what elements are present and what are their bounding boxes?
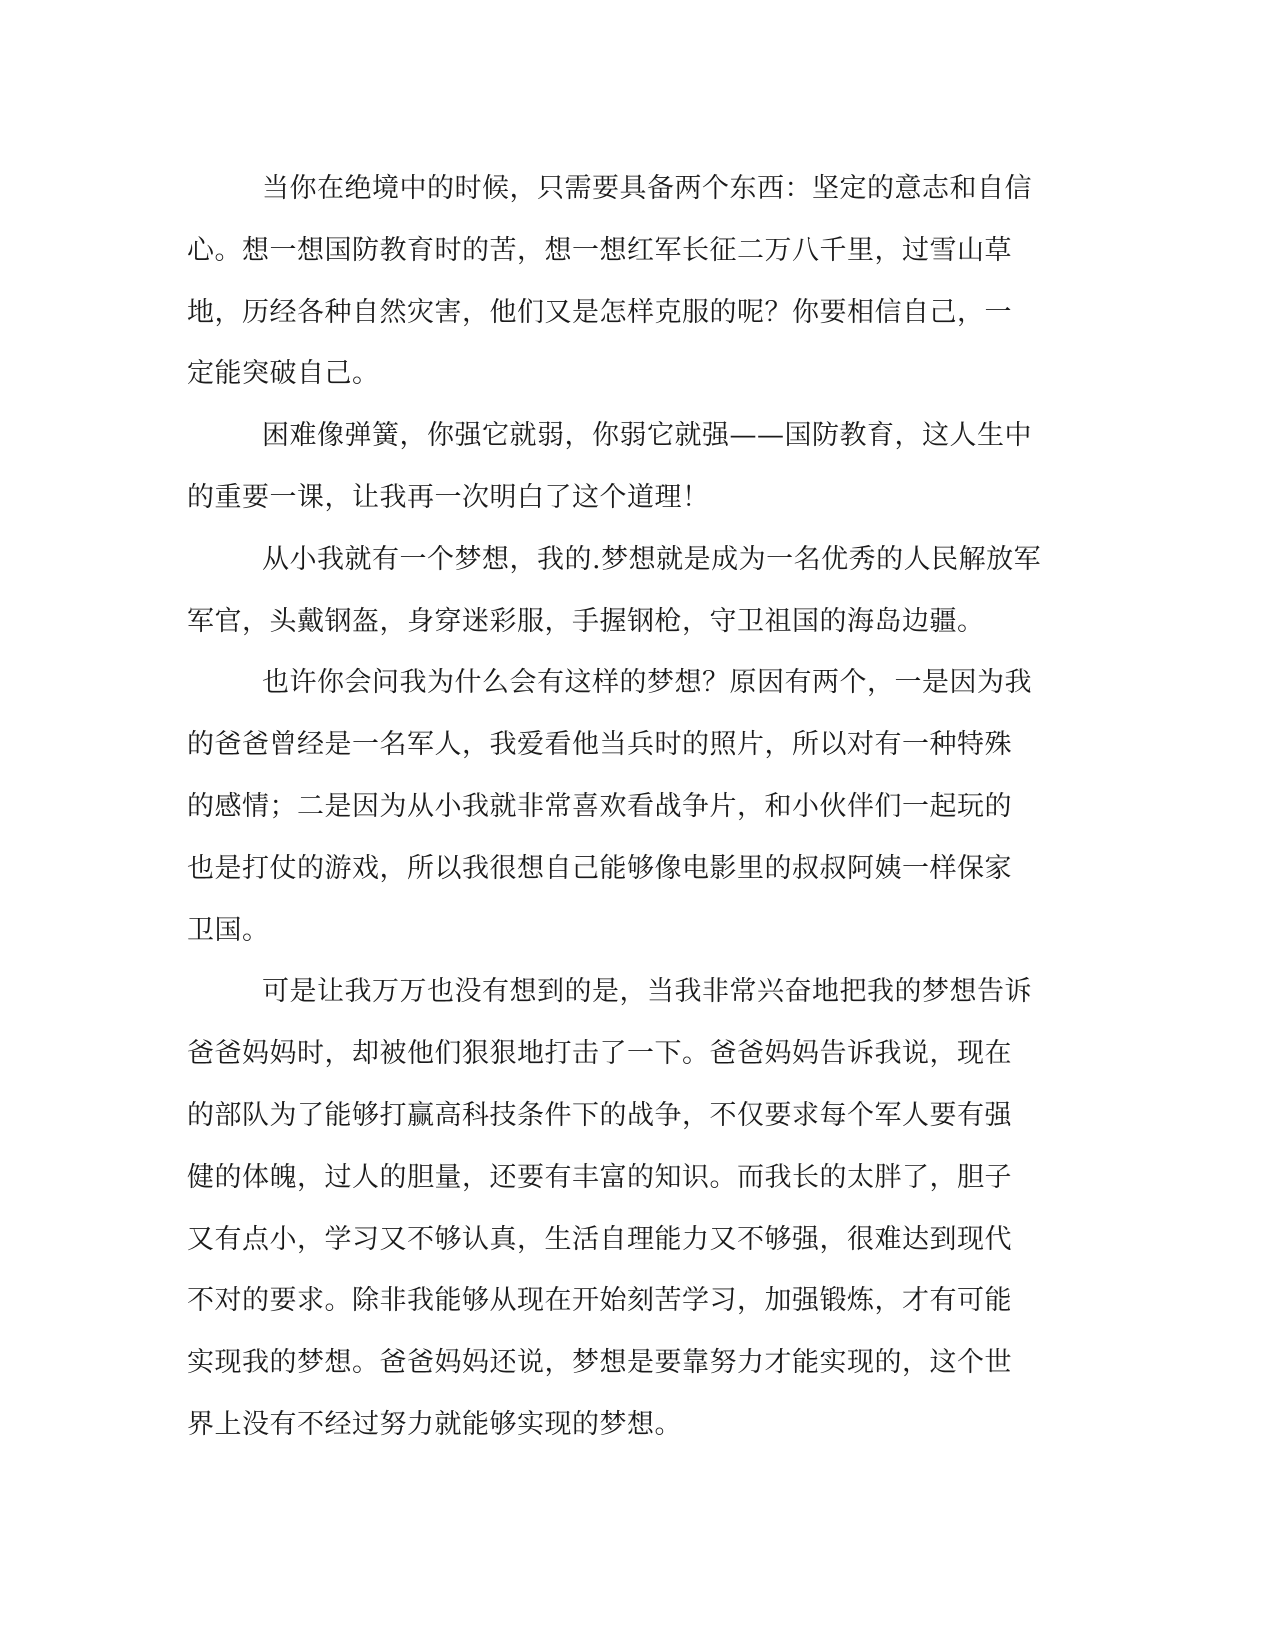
text-line: 心。想一想国防教育时的苦，想一想红军长征二万八千里，过雪山草 (187, 234, 1012, 266)
text-line: 也许你会问我为什么会有这样的梦想？原因有两个，一是因为我 (262, 667, 1032, 699)
paragraph-5 (187, 961, 1087, 1455)
text-line: 困难像弹簧，你强它就弱，你弱它就强——国防教育，这人生中 (262, 420, 1032, 452)
text-line: 界上没有不经过努力就能够实现的梦想。 (187, 1408, 682, 1440)
text-line: 地，历经各种自然灾害，他们又是怎样克服的呢？你要相信自己，一 (187, 296, 1012, 328)
text-line: 的重要一课，让我再一次明白了这个道理！ (187, 481, 710, 513)
text-line: 的感情；二是因为从小我就非常喜欢看战争片，和小伙伴们一起玩的 (187, 790, 1012, 822)
document-body (187, 158, 1087, 1456)
text-line: 也是打仗的游戏，所以我很想自己能够像电影里的叔叔阿姨一样保家 (187, 852, 1012, 884)
text-line: 军官，头戴钢盔，身穿迷彩服，手握钢枪，守卫祖国的海岛边疆。 (187, 605, 985, 637)
paragraph-4 (187, 652, 1087, 961)
text-line: 爸爸妈妈时，却被他们狠狠地打击了一下。爸爸妈妈告诉我说，现在 (187, 1038, 1012, 1070)
paragraph-2 (187, 405, 1087, 529)
paragraph-1 (187, 158, 1087, 405)
text-line: 不对的要求。除非我能够从现在开始刻苦学习，加强锻炼，才有可能 (187, 1285, 1012, 1317)
text-line: 可是让我万万也没有想到的是，当我非常兴奋地把我的梦想告诉 (262, 976, 1032, 1008)
paragraph-3 (187, 529, 1087, 653)
text-line: 的爸爸曾经是一名军人，我爱看他当兵时的照片，所以对有一种特殊 (187, 729, 1012, 761)
text-line: 当你在绝境中的时候，只需要具备两个东西：坚定的意志和自信 (262, 173, 1032, 204)
text-line: 定能突破自己。 (187, 358, 380, 390)
text-line: 健的体魄，过人的胆量，还要有丰富的知识。而我长的太胖了，胆子 (187, 1161, 1012, 1193)
text-line: 的部队为了能够打赢高科技条件下的战争，不仅要求每个军人要有强 (187, 1099, 1012, 1131)
text-line: 又有点小，学习又不够认真，生活自理能力又不够强，很难达到现代 (187, 1223, 1012, 1255)
text-line: 实现我的梦想。爸爸妈妈还说，梦想是要靠努力才能实现的，这个世 (187, 1347, 1012, 1379)
text-line: 从小我就有一个梦想，我的.梦想就是成为一名优秀的人民解放军 (262, 543, 1042, 575)
text-line: 卫国。 (187, 914, 270, 946)
